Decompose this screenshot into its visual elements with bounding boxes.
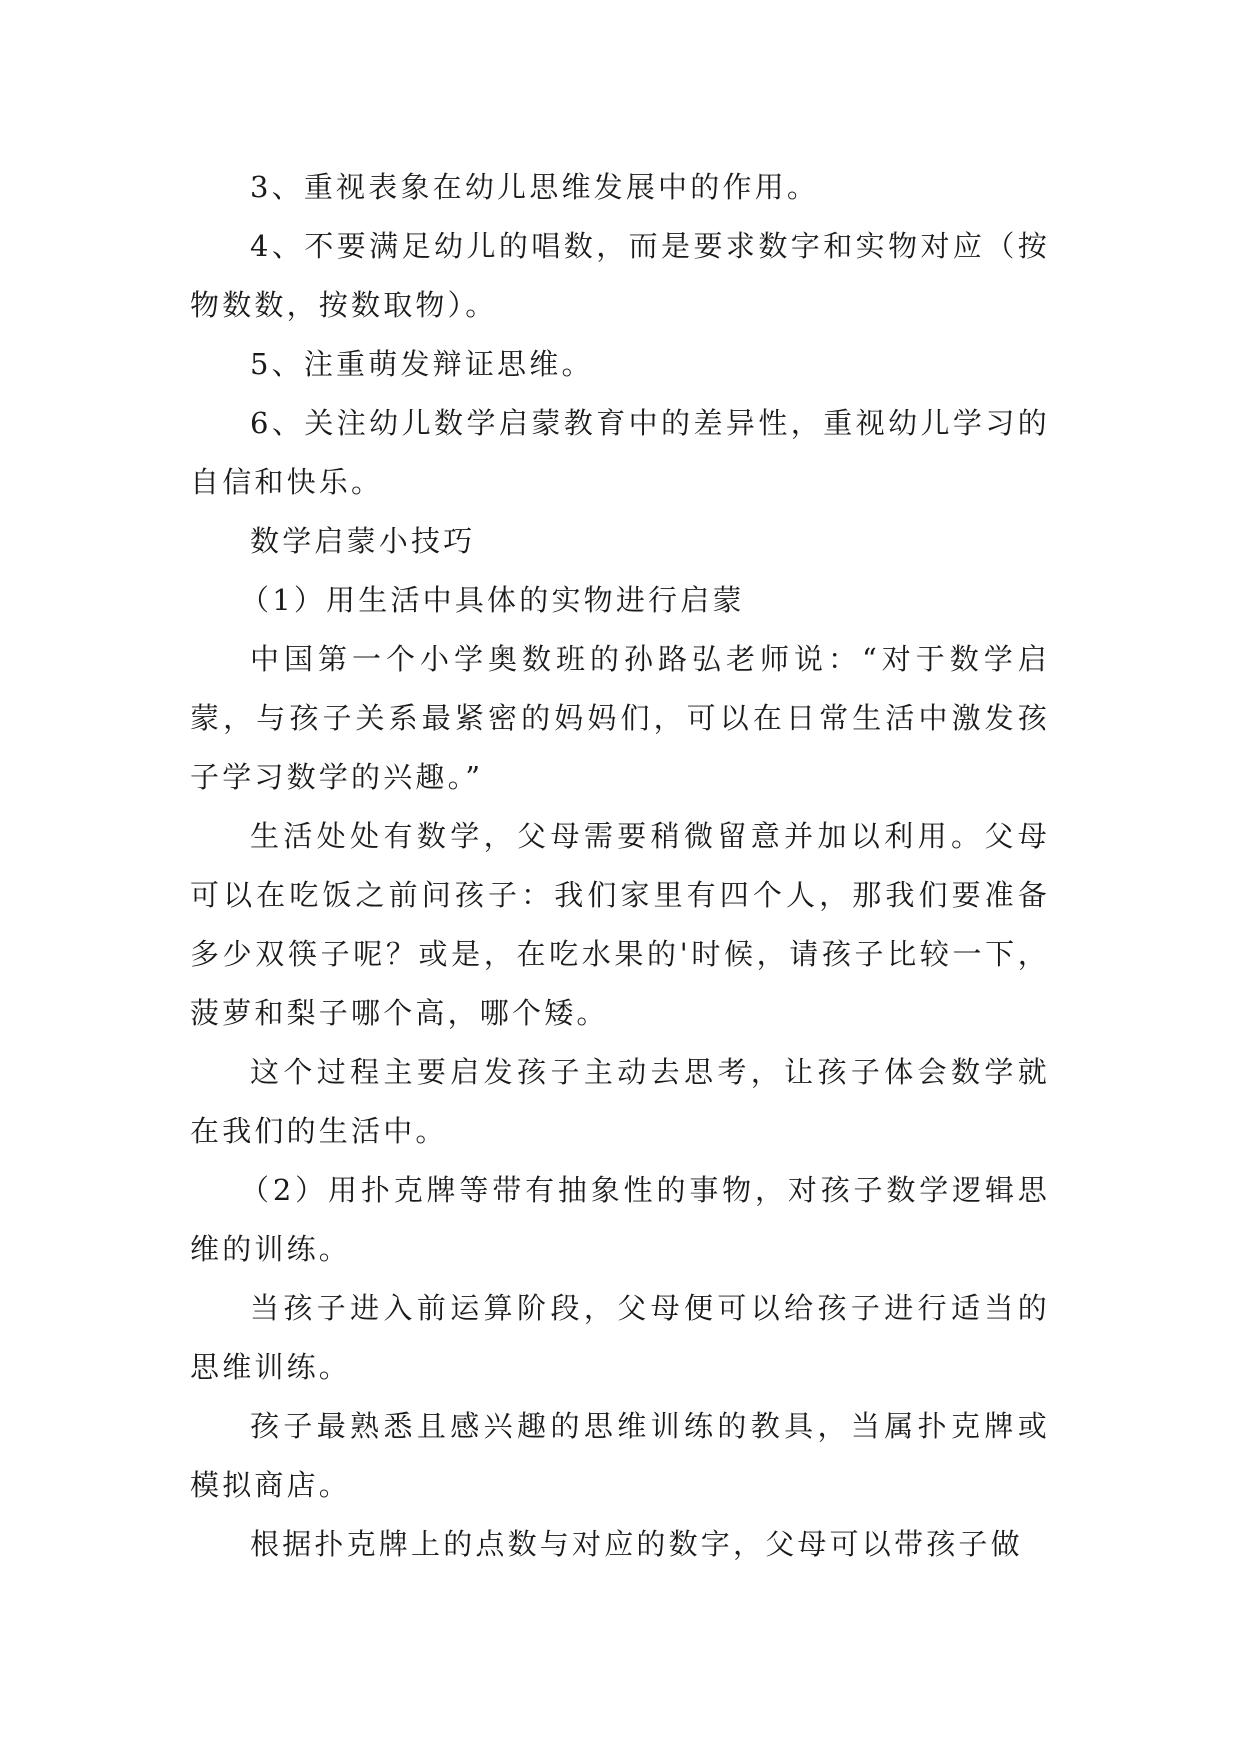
- tip-heading-1: （1）用生活中具体的实物进行启蒙: [240, 583, 745, 617]
- paragraph-poker-points: 根据扑克牌上的点数与对应的数字，父母可以带孩子做: [250, 1527, 1023, 1561]
- section-heading: 数学启蒙小技巧: [250, 524, 476, 558]
- paragraph-preoperational: 当孩子进入前运算阶段，父母便可以给孩子进行适当的思维训练。: [190, 1291, 1050, 1384]
- paragraph-quote: 中国第一个小学奥数班的孙路弘老师说：“对于数学启蒙，与孩子关系最紧密的妈妈们，可以在日常生活中激发孩子学习数学的兴趣。”: [190, 642, 1050, 794]
- tip-heading-2: （2）用扑克牌等带有抽象性的事物，对孩子数学逻辑思维的训练。: [190, 1173, 1050, 1266]
- document-body: [190, 158, 1050, 1574]
- paragraph-item-3: 3、重视表象在幼儿思维发展中的作用。: [250, 170, 820, 204]
- paragraph-item-5: 5、注重萌发辩证思维。: [250, 347, 594, 381]
- paragraph-item-4: 4、不要满足幼儿的唱数，而是要求数字和实物对应（按物数数，按数取物）。: [190, 229, 1050, 322]
- paragraph-daily-life: 生活处处有数学，父母需要稍微留意并加以利用。父母可以在吃饭之前问孩子：我们家里有四个人，那我们要准备多少双筷子呢？或是，在吃水果的'时候，请孩子比较一下，菠萝和梨子哪个高，哪个矮。: [190, 819, 1050, 1030]
- paragraph-thinking: 这个过程主要启发孩子主动去思考，让孩子体会数学就在我们的生活中。: [190, 1055, 1050, 1148]
- paragraph-item-6: 6、关注幼儿数学启蒙教育中的差异性，重视幼儿学习的自信和快乐。: [190, 406, 1050, 499]
- paragraph-teaching-aids: 孩子最熟悉且感兴趣的思维训练的教具，当属扑克牌或模拟商店。: [190, 1409, 1050, 1502]
